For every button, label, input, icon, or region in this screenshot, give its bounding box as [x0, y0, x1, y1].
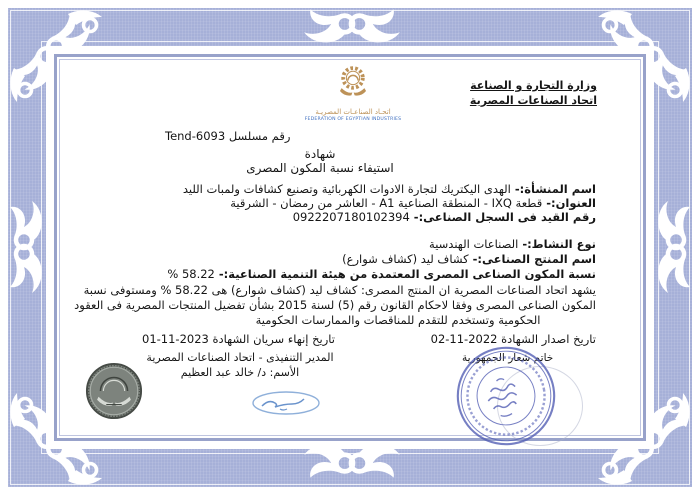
director-name: الأسم: د/ خالد عبد العظيم: [180, 366, 300, 379]
ministry-line-2: اتحاد الصناعات المصرية: [469, 93, 597, 107]
product-line: [342, 252, 596, 266]
director-block: [140, 350, 340, 380]
certificate-title: شهادة: [304, 147, 336, 161]
component-line: [167, 267, 596, 281]
serial-label: رقم مسلسل: [228, 129, 291, 143]
product-text: كشاف ليد (كشاف شوارع): [342, 252, 469, 266]
expiry-date-label: تاريخ إنهاء سريان الشهادة: [212, 332, 335, 346]
federation-logo: [303, 63, 403, 122]
ministry-line-1: وزارة التجارة و الصناعة: [470, 79, 597, 92]
expiry-date-line: [142, 332, 335, 346]
issue-date-value: 02-11-2022: [430, 332, 498, 346]
logo-arabic-text: اتحـاد الصناعـات المصريـة: [315, 108, 391, 116]
official-blue-stamp: [452, 343, 560, 449]
address-text: قطعة IXQ - المنطقة الصناعية A1 - العاشر من رمضان - الشرقية: [230, 196, 543, 210]
component-label: نسبة المكون الصناعى المصرى المعتمدة من هيئة التنمية الصناعية:-: [218, 267, 596, 281]
registry-label: رقم القيد فى السجل الصناعى:-: [413, 210, 596, 224]
director-title: المدير التنفيذى - اتحاد الصناعات المصرية: [146, 351, 334, 364]
serial-number-line: [165, 129, 290, 143]
certificate-subtitle: استيفاء نسبة المكون المصرى: [246, 161, 394, 175]
establishment-text: الهدى اليكتريك لتجارة الادوات الكهربائية وتصنيع كشافات ولمبات الليد: [182, 182, 511, 196]
registry-number: 0922207180102394: [292, 210, 410, 224]
signature-scribble: [250, 390, 322, 418]
product-label: اسم المنتج الصناعى:-: [472, 252, 596, 266]
establishment-line: [183, 182, 596, 196]
address-line: [230, 196, 596, 210]
logo-english-text: FEDERATION OF EGYPTIAN INDUSTRIES: [304, 117, 402, 122]
statement-line-2: المكون الصناعى المصرى وفقا لاحكام القانون رقم (5) لسنة 2015 بشأن تفضيل المنتجات المصرية فى العقود: [74, 298, 596, 312]
activity-label: نوع النشاط:-: [522, 237, 596, 251]
ministry-header: [470, 79, 597, 108]
fei-gear-hands-icon: [334, 63, 372, 103]
expiry-date-value: 01-11-2023: [142, 332, 209, 346]
establishment-label: اسم المنشأة:-: [514, 182, 596, 196]
activity-text: الصناعات الهندسية: [429, 237, 519, 251]
statement-line-3: الحكومية وتستخدم للتقدم للمناقصات والممارسات الحكومية: [255, 313, 541, 327]
republic-seal-label: خاتم شعار الجمهورية: [462, 352, 554, 364]
component-text: 58.22 %: [167, 267, 215, 281]
address-label: العنوان:-: [546, 196, 596, 210]
certificate-title-block: [120, 147, 520, 175]
serial-value: Tend-6093: [165, 129, 226, 143]
activity-line: [429, 237, 596, 251]
executive-embossed-seal: [85, 362, 143, 420]
registry-line: [293, 210, 596, 224]
statement-line-1: يشهد اتحاد الصناعات المصرية ان المنتج المصرى: كشاف ليد (كشاف شوارع) هى 58.22 % ومستوفى نسبة: [83, 283, 596, 297]
issue-date-label: تاريخ اصدار الشهادة: [501, 332, 596, 346]
